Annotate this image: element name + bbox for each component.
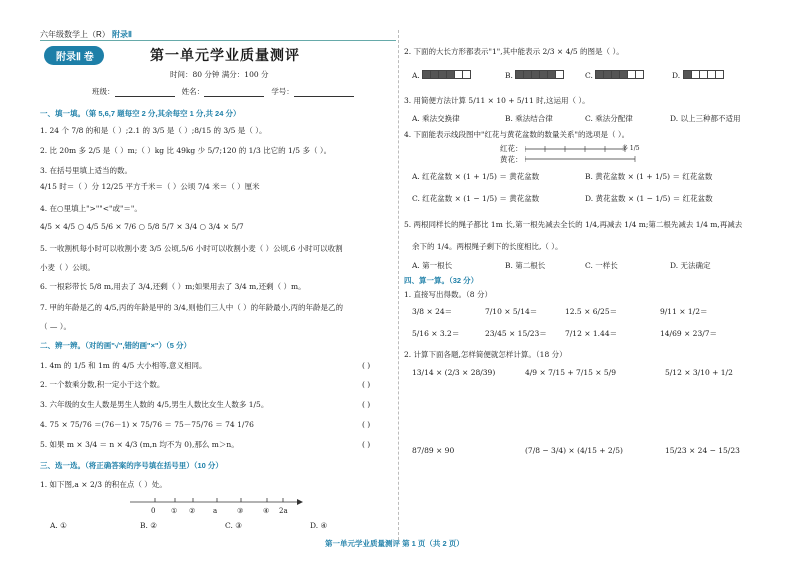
bar-label-red: 红花：	[500, 144, 523, 153]
name-field[interactable]	[204, 89, 264, 97]
judge-answer[interactable]: ( )	[362, 400, 371, 409]
calc-problem: (7/8 − 3/4) × (4/15 + 2/5)	[525, 446, 623, 455]
question-line: 3. 用简便方法计算 5/11 × 10 + 5/11 时,这运用（ ）。	[404, 96, 590, 105]
page-title: 第一单元学业质量测评	[150, 47, 300, 63]
judge-line: 3. 六年级的女生人数是男生人数的 4/5,男生人数比女生人数多 1/5。	[40, 400, 269, 409]
appendix-label: 附录Ⅱ	[112, 30, 132, 39]
question-line: 4. 在○里填上">""<"或"＝"。	[40, 204, 142, 213]
id-field[interactable]	[294, 89, 354, 97]
subject-label: 六年级数学上（R）	[40, 30, 110, 39]
number-line-label: ③	[237, 507, 244, 515]
judge-line: 1. 4m 的 1/5 和 1m 的 4/5 大小相等,意义相同。	[40, 361, 207, 370]
number-line-label: a	[213, 507, 218, 515]
q2-option-d[interactable]: D.	[672, 70, 723, 82]
id-label: 学号：	[271, 87, 294, 96]
q2-option-b[interactable]: B.	[505, 70, 563, 82]
calc-subtitle: 1. 直接写出得数。（8 分）	[404, 290, 492, 299]
column-divider	[398, 30, 399, 540]
judge-answer[interactable]: ( )	[362, 380, 371, 389]
number-line-label: 0	[151, 507, 156, 515]
calc-problem: 13/14 × (2/3 × 28/39)	[412, 368, 496, 377]
q5-option-d[interactable]: D. 无法确定	[670, 261, 711, 270]
judge-answer[interactable]: ( )	[362, 361, 371, 370]
number-line-label: ②	[189, 507, 196, 515]
section-calc: 四、算一算。（32 分）	[404, 276, 479, 285]
question-line: （ — ）。	[40, 322, 72, 331]
q4-option-b[interactable]: B. 黄花盆数 × (1 + 1/5) ＝ 红花盆数	[585, 172, 713, 181]
section-judge: 二、辨一辨。（对的画"√",错的画"×"）（5 分）	[40, 341, 192, 350]
grid-figure-c	[595, 70, 643, 82]
judge-answer[interactable]: ( )	[362, 440, 371, 449]
page-footer: 第一单元学业质量测评 第 1 页（共 2 页）	[325, 539, 464, 548]
judge-line: 5. 如果 m × 3/4 ＝ n × 4/3 (m,n 均不为 0),那么 m＞n。	[40, 440, 239, 449]
class-label: 班级：	[92, 87, 115, 96]
calc-item: 12.5 × 6/25＝	[565, 307, 618, 316]
q4-option-a[interactable]: A. 红花盆数 × (1 + 1/5) ＝ 黄花盆数	[412, 172, 540, 181]
q4-option-c[interactable]: C. 红花盆数 × (1 − 1/5) ＝ 黄花盆数	[412, 194, 540, 203]
calc-item: 7/12 × 1.44＝	[565, 329, 618, 338]
q2-option-a[interactable]: A.	[412, 70, 470, 82]
number-line-label: 2a	[279, 507, 288, 515]
calc-item: 14/69 × 23/7＝	[660, 329, 718, 338]
question-line: 3. 在括号里填上适当的数。	[40, 166, 133, 175]
calc-problem: 87/89 × 90	[412, 446, 455, 455]
calc-problem: 15/23 × 24 − 15/23	[665, 446, 740, 455]
judge-line: 4. 75 × 75/76 ＝(76－1) × 75/76 ＝ 75－75/76 ＝ 74 1/76	[40, 420, 254, 429]
section-fill: 一、填一填。（第 5,6,7 题每空 2 分,其余每空 1 分,共 24 分）	[40, 109, 241, 118]
student-info	[92, 87, 354, 97]
grid-figure-d	[683, 70, 723, 82]
calc-item: 7/10 × 5/14＝	[485, 307, 538, 316]
q5-option-a[interactable]: A. 第一根长	[412, 261, 453, 270]
question-line: 余下的 1/4。两根绳子剩下的长度相比,（ ）。	[412, 242, 563, 251]
q3-option-a[interactable]: A. 乘法交换律	[412, 114, 460, 123]
number-line-label: ①	[171, 507, 178, 515]
option-c[interactable]: C. ③	[225, 521, 242, 530]
grid-figure-b	[515, 70, 563, 82]
calc-item: 3/8 × 24＝	[412, 307, 453, 316]
option-b[interactable]: B. ②	[140, 521, 158, 530]
segment-diagram	[525, 146, 645, 164]
option-d[interactable]: D. ④	[310, 521, 328, 530]
question-line: 5. 两根同样长的绳子都比 1m 长,第一根先减去全长的 1/4,再减去 1/4 m;第二根先减去 1/4 m,再减去	[404, 220, 743, 229]
question-line: 4. 下面能表示线段图中"红花与黄花盆数的数量关系"的选项是（ ）。	[404, 130, 630, 139]
paper-badge: 附录Ⅱ 卷	[44, 46, 104, 65]
class-field[interactable]	[115, 89, 175, 97]
calc-item: 5/16 × 3.2＝	[412, 329, 460, 338]
question-line: 6. 一根彩带长 5/8 m,用去了 3/4,还剩（ ）m;如果用去了 3/4 m,还剩（ ）m。	[40, 282, 306, 291]
question-line: 小麦（ ）公顷。	[40, 263, 95, 272]
name-label: 姓名：	[181, 87, 205, 96]
question-line: 2. 下面的大长方形都表示"1",其中能表示 2/3 × 4/5 的图是（ ）。	[404, 47, 624, 56]
subject-header	[40, 29, 132, 40]
calc-item: 9/11 × 1/2＝	[660, 307, 708, 316]
q3-option-c[interactable]: C. 乘法分配律	[585, 114, 633, 123]
grid-figure-a	[422, 70, 470, 82]
judge-line: 2. 一个数乘分数,积一定小于这个数。	[40, 380, 165, 389]
question-line: 4/5 × 4/5 ○ 4/5 5/6 × 7/6 ○ 5/8 5/7 × 3/4 ○ 3/4 × 5/7	[40, 222, 244, 231]
q5-option-b[interactable]: B. 第二根长	[505, 261, 546, 270]
number-line-label: ④	[263, 507, 270, 515]
judge-answer[interactable]: ( )	[362, 420, 371, 429]
q3-option-b[interactable]: B. 乘法结合律	[505, 114, 553, 123]
exam-meta: 时间：80 分钟 满分：100 分	[170, 70, 269, 79]
bar-fraction-label: 多 1/5	[622, 145, 640, 152]
q2-option-c[interactable]: C.	[585, 70, 643, 82]
option-a[interactable]: A. ①	[50, 521, 67, 530]
calc-problem: 4/9 × 7/15 + 7/15 × 5/9	[525, 368, 616, 377]
header-divider	[40, 40, 396, 41]
number-line-labels	[125, 507, 305, 519]
q3-option-d[interactable]: D. 以上三种都不适用	[670, 114, 741, 123]
calc-problem: 5/12 × 3/10 + 1/2	[665, 368, 733, 377]
calc-item: 23/45 × 15/23＝	[485, 329, 547, 338]
choose-line: 1. 如下图,a × 2/3 的积在点（ ）处。	[40, 480, 167, 489]
section-choose: 三、选一选。（将正确答案的序号填在括号里）（10 分）	[40, 461, 223, 470]
question-line: 1. 24 个 7/8 的和是（ ）;2.1 的 3/5 是（ ）;8/15 的 3/5 是（ ）。	[40, 126, 267, 135]
calc-subtitle: 2. 计算下面各题,怎样简便就怎样计算。（18 分）	[404, 350, 567, 359]
question-line: 5. 一收割机每小时可以收割小麦 3/5 公顷,5/6 小时可以收割小麦（ ）公顷,6 小时可以收割	[40, 244, 343, 253]
q5-option-c[interactable]: C. 一样长	[585, 261, 618, 270]
q4-option-d[interactable]: D. 黄花盆数 × (1 − 1/5) ＝ 红花盆数	[585, 194, 713, 203]
question-line: 4/15 时＝（ ）分 12/25 平方千米＝（ ）公顷 7/4 米＝（ ）厘米	[40, 182, 260, 191]
question-line: 2. 比 20m 多 2/5 是（ ）m;（ ）kg 比 49kg 少 5/7;120 的 1/3 比它的 1/5 多（ ）。	[40, 146, 332, 155]
bar-label-yellow: 黄花：	[500, 155, 523, 164]
question-line: 7. 甲的年龄是乙的 4/5,丙的年龄是甲的 3/4,则他们三人中（ ）的年龄最小,丙的年龄是乙的	[40, 303, 343, 312]
